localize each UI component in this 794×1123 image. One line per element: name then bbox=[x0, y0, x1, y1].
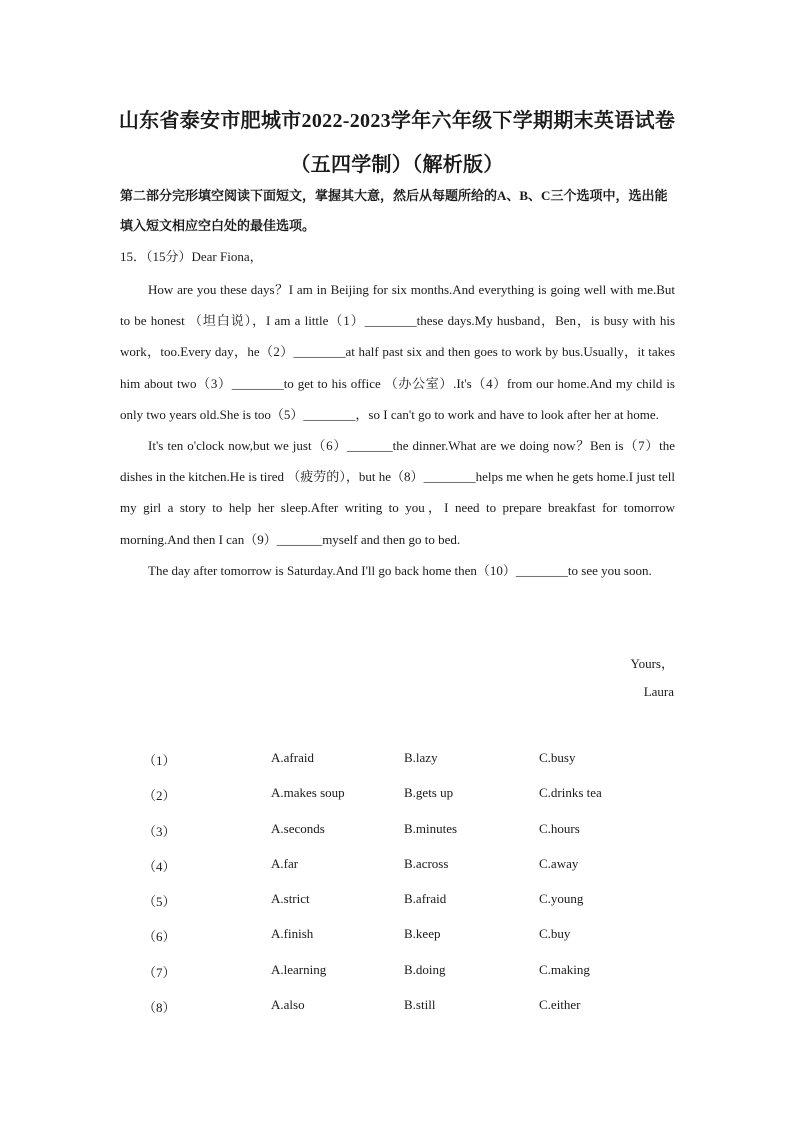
option-a: A.also bbox=[271, 997, 305, 1013]
option-c: C.making bbox=[539, 961, 590, 977]
option-number: （8） bbox=[143, 1000, 176, 1016]
option-b: B.still bbox=[404, 997, 436, 1013]
option-c: C.away bbox=[539, 855, 579, 871]
option-c: C.drinks tea bbox=[539, 785, 602, 801]
option-number: （5） bbox=[143, 894, 176, 910]
option-b: B.minutes bbox=[404, 820, 458, 836]
option-b: B.lazy bbox=[404, 750, 438, 765]
option-number: （6） bbox=[143, 929, 176, 945]
option-b: B.doing bbox=[404, 961, 446, 977]
option-a: A.makes soup bbox=[271, 785, 345, 801]
page-subtitle: （五四学制）（解析版） bbox=[290, 154, 504, 176]
passage-paragraph-3: The day after tomorrow is Saturday.And I'll go back home then（10）________to see you soon. bbox=[148, 562, 652, 578]
option-b: B.across bbox=[404, 855, 449, 871]
option-number: （7） bbox=[143, 964, 176, 980]
page-title: 山东省泰安市肥城市2022-2023学年六年级下学期期末英语试卷 bbox=[118, 110, 676, 132]
option-a: A.far bbox=[271, 855, 299, 871]
option-a: A.strict bbox=[271, 891, 310, 907]
option-number: （3） bbox=[143, 823, 176, 839]
passage-paragraph-1: How are you these days？I am in Beijing for six months.And everything is going well with me.But to be honest （坦白说），I am a little（1）________these days.My husband，Ben，is busy with his work，too.Every day，he（2）________at half past six and then goes to work by bus.Usually，it takes him about two（3）________to get to his office （办公室）.It's（4）from our home.And my child is only two years old.She is too（5）________，so I can't go to work and have to look after her at home. bbox=[120, 282, 675, 422]
option-c: C.busy bbox=[539, 750, 576, 765]
option-c: C.either bbox=[539, 997, 581, 1013]
option-b: B.keep bbox=[404, 926, 441, 942]
option-a: A.seconds bbox=[271, 820, 325, 836]
question-header: 15．（15分）Dear Fiona， bbox=[120, 249, 263, 264]
section-instruction: 第二部分完形填空阅读下面短文，掌握其大意，然后从每题所给的A、B、C三个选项中，选出能填入短文相应空白处的最佳选项。 bbox=[120, 188, 668, 233]
passage bbox=[120, 274, 675, 586]
letter-closing: Yours， bbox=[630, 656, 674, 671]
option-b: B.afraid bbox=[404, 891, 447, 907]
option-a: A.finish bbox=[271, 926, 314, 942]
letter-signature: Laura bbox=[643, 684, 674, 699]
option-c: C.young bbox=[539, 891, 584, 907]
option-number: （2） bbox=[143, 788, 176, 804]
option-b: B.gets up bbox=[404, 785, 454, 801]
option-c: C.buy bbox=[539, 926, 571, 942]
option-a: A.learning bbox=[271, 961, 327, 977]
option-c: C.hours bbox=[539, 820, 580, 836]
option-number: （4） bbox=[143, 858, 176, 874]
passage-paragraph-2: It's ten o'clock now,but we just（6）_______the dinner.What are we doing now？Ben is（7）the dishes in the kitchen.He is tired （疲劳的），but he（8）________helps me when he gets home.I just tell my girl a story to help her sleep.After writing to you，I need to prepare breakfast for tomorrow morning.And then I can（9）_______myself and then go to bed. bbox=[120, 438, 675, 547]
option-a: A.afraid bbox=[271, 750, 314, 765]
option-number: （1） bbox=[143, 753, 176, 768]
